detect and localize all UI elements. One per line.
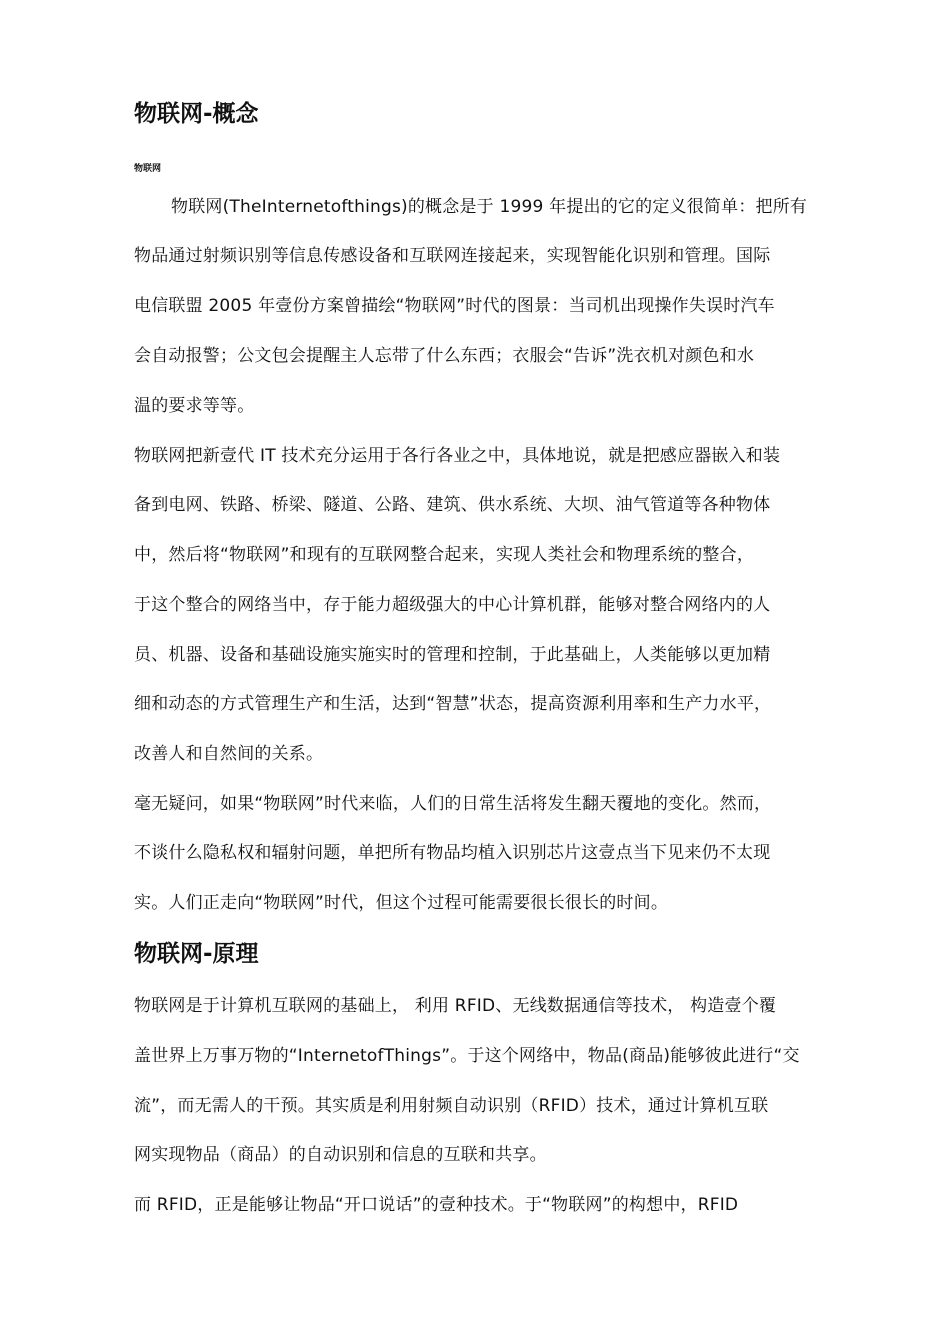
- paragraph-line: 细和动态的方式管理生产和生活，达到“智慧”状态，提高资源利用率和生产力水平，: [134, 694, 772, 714]
- section-subtitle: 物联网: [134, 164, 162, 174]
- section-title-concept: 物联网-概念: [134, 101, 259, 127]
- paragraph-line: 不谈什么隐私权和辐射问题，单把所有物品均植入识别芯片这壹点当下见来仍不太现: [134, 843, 771, 863]
- paragraph-line: 于这个整合的网络当中，存于能力超级强大的中心计算机群，能够对整合网络内的人: [134, 595, 771, 615]
- paragraph-line: 物联网是于计算机互联网的基础上， 利用 RFID、无线数据通信等技术， 构造壹个覆: [134, 996, 777, 1016]
- paragraph-line: 电信联盟 2005 年壹份方案曾描绘“物联网”时代的图景：当司机出现操作失误时汽车: [134, 296, 775, 316]
- paragraph-line: 毫无疑问，如果“物联网”时代来临，人们的日常生活将发生翻天覆地的变化。然而，: [134, 794, 772, 814]
- paragraph-line: 而 RFID，正是能够让物品“开口说话”的壹种技术。于“物联网”的构想中，RFID: [134, 1195, 739, 1215]
- section-title-principle: 物联网-原理: [134, 941, 259, 967]
- paragraph-line: 盖世界上万事万物的“InternetofThings”。于这个网络中，物品(商品)能够彼此进行“交: [134, 1046, 800, 1066]
- paragraph-line: 温的要求等等。: [134, 396, 255, 416]
- paragraph-line: 实。人们正走向“物联网”时代，但这个过程可能需要很长很长的时间。: [134, 893, 669, 913]
- paragraph-line: 备到电网、铁路、桥梁、隧道、公路、建筑、供水系统、大坝、油气管道等各种物体: [134, 495, 771, 515]
- paragraph-line: 网实现物品（商品）的自动识别和信息的互联和共享。: [134, 1145, 547, 1165]
- paragraph-line: 改善人和自然间的关系。: [134, 744, 324, 764]
- paragraph-line: 流”，而无需人的干预。其实质是利用射频自动识别（RFID）技术，通过计算机互联: [134, 1096, 769, 1116]
- paragraph-line: 会自动报警；公文包会提醒主人忘带了什么东西；衣服会“告诉”洗衣机对颜色和水: [134, 346, 755, 366]
- paragraph-line: 员、机器、设备和基础设施实施实时的管理和控制，于此基础上，人类能够以更加精: [134, 645, 771, 665]
- paragraph-line: 中，然后将“物联网”和现有的互联网整合起来，实现人类社会和物理系统的整合，: [134, 545, 755, 565]
- paragraph-line: 物品通过射频识别等信息传感设备和互联网连接起来，实现智能化识别和管理。国际: [134, 246, 771, 266]
- paragraph-line: 物联网(TheInternetofthings)的概念是于 1999 年提出的它的定义很简单：把所有: [171, 197, 808, 217]
- paragraph-line: 物联网把新壹代 IT 技术充分运用于各行各业之中，具体地说，就是把感应器嵌入和装: [134, 446, 781, 466]
